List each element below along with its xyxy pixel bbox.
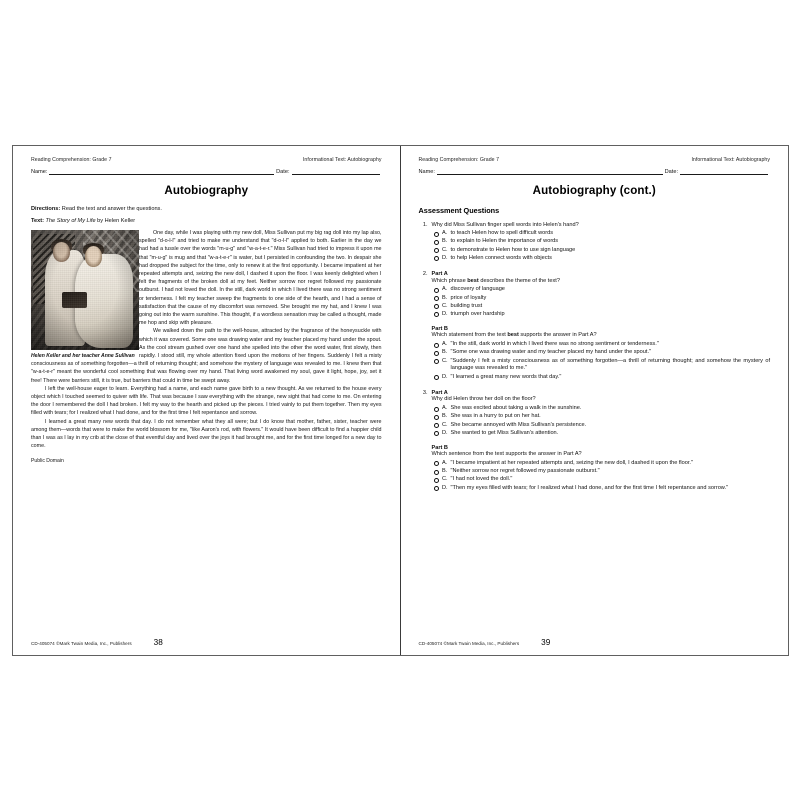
choice-letter: A.: [442, 286, 448, 293]
page-footer-right: [419, 638, 771, 647]
header-subject-label: Reading Comprehension: Grade 7: [31, 157, 112, 163]
passage-paragraph-4: I learned a great many new words that day. I do not remember what they all were; but I do know that mother, father, sister, teacher were among them—words that were to make the world blossom for me, "like Aaron's rod, with flowers." It would have been difficult to find a happier child than I was as I lay in my crib at the close of that eventful day and lived over the joys it had brought me, and for the first time longed for a new day to come.: [31, 418, 382, 450]
stem-emphasis: best: [507, 332, 519, 339]
public-domain-note: Public Domain: [31, 458, 64, 465]
question-number: 1.: [422, 221, 428, 228]
two-page-spread: [12, 145, 789, 656]
radio-bubble-icon[interactable]: [434, 423, 439, 428]
choice-letter: B.: [442, 349, 448, 356]
stem-pre: Which phrase: [431, 277, 468, 284]
choice-option[interactable]: [432, 468, 771, 476]
choice-text: "Suddenly I felt a misty consciousness as of something forgotten—a thrill of returning thought; and somehow the mystery of language was revealed to me.": [450, 357, 770, 372]
page-title-left: Autobiography: [164, 183, 249, 197]
choice-option[interactable]: [432, 405, 771, 413]
choice-text: triumph over hardship: [450, 310, 505, 317]
radio-bubble-icon[interactable]: [434, 359, 439, 364]
choice-option[interactable]: [432, 230, 771, 238]
radio-bubble-icon[interactable]: [434, 478, 439, 483]
stem-post: describes the theme of the text?: [478, 277, 560, 284]
choice-letter: D.: [442, 429, 448, 436]
choice-text: discovery of language: [450, 286, 505, 293]
choice-text: "I became impatient at her repeated attempts and, seizing the new doll, I dashed it upon the floor.": [450, 459, 693, 466]
part-a-stem: [432, 278, 771, 286]
part-b-label: Part B: [431, 325, 448, 332]
header-genre-label: Informational Text: Autobiography: [691, 157, 770, 163]
name-label: Name:: [31, 168, 48, 175]
choice-option[interactable]: [432, 238, 771, 246]
question-item-2: [419, 271, 771, 382]
choice-letter: D.: [442, 310, 448, 317]
choice-text: building trust: [450, 302, 483, 309]
radio-bubble-icon[interactable]: [434, 256, 439, 261]
choice-text: She became annoyed with Miss Sullivan's persistence.: [450, 421, 587, 428]
part-a-stem: Why did Helen throw her doll on the floor?: [431, 396, 536, 403]
choice-letter: C.: [442, 421, 448, 428]
date-label: Date:: [276, 168, 290, 175]
choice-text: She was excited about taking a walk in the sunshine.: [450, 405, 582, 412]
choice-text: "In the still, dark world in which I lived there was no strong sentiment or tenderness.": [450, 341, 659, 348]
choices-group-part-b: [432, 341, 771, 381]
directions-text: Read the text and answer the questions.: [60, 205, 162, 212]
radio-bubble-icon[interactable]: [434, 304, 439, 309]
choices-group: [432, 230, 771, 263]
passage-paragraph-1: One day, while I was playing with my new doll, Miss Sullivan put my big rag doll into my lap also, spelled "d-o-l-l" and tried to make me understand that "d-o-l-l" applied to both. Earlier in the day we had had a tussle over the words "m-u-g" and "w-a-t-e-r." Miss Sullivan had tried to impress it upon me that "m-u-g" is mug and that "w-a-t-e-r" is water, but I persisted in confounding the two. In despair she had dropped the subject for the time, only to renew it at the first opportunity. I became impatient at her repeated attempts and, seizing the new doll, I dashed it upon the floor. I was keenly delighted when I felt the fragments of the broken doll at my feet. Neither sorrow nor regret followed my passionate outburst. I had not loved the doll. In the still, dark world in which I lived there was no strong sentiment or tenderness. I felt my teacher sweep the fragments to one side of the hearth, and I had a sense of satisfaction that the cause of my discomfort was removed. She brought me my hat, and I knew I was going out into the warm sunshine. This thought, if a wordless sensation may be called a thought, made me hop and skip with pleasure.: [139, 230, 382, 327]
choices-group-part-a: [432, 405, 771, 438]
question-number: 2.: [422, 271, 428, 278]
question-item-3: [419, 390, 771, 493]
radio-bubble-icon[interactable]: [434, 431, 439, 436]
worksheet-page-right: [401, 146, 789, 655]
page-number: 39: [541, 638, 551, 647]
choice-letter: A.: [442, 405, 448, 412]
choice-letter: D.: [442, 484, 448, 491]
choice-option[interactable]: [432, 413, 771, 421]
choice-text: "Then my eyes filled with tears; for I realized what I had done, and for the first time I felt repentance and sorrow.": [450, 484, 729, 491]
choice-text: She wanted to get Miss Sullivan's attention.: [450, 429, 559, 436]
choice-option[interactable]: [432, 460, 771, 468]
choice-text: "I learned a great many new words that day.": [450, 373, 562, 380]
radio-bubble-icon[interactable]: [434, 407, 439, 412]
choice-text: "Neither sorrow nor regret followed my passionate outburst.": [450, 468, 600, 475]
choice-text: to demonstrate to Helen how to use sign language: [450, 246, 576, 253]
directions-line: [31, 206, 382, 212]
choice-letter: C.: [442, 302, 448, 309]
choice-text: to teach Helen how to spell difficult words: [450, 230, 554, 237]
choice-letter: B.: [442, 238, 448, 245]
choice-option[interactable]: [432, 311, 771, 319]
choice-option[interactable]: [432, 358, 771, 374]
header-genre-label: Informational Text: Autobiography: [302, 157, 382, 163]
radio-bubble-icon[interactable]: [434, 343, 439, 348]
choice-letter: B.: [442, 294, 448, 301]
radio-bubble-icon[interactable]: [434, 248, 439, 253]
choice-option[interactable]: [432, 255, 771, 263]
date-input-rule[interactable]: [292, 168, 380, 175]
header-subject-label: Reading Comprehension: Grade 7: [418, 157, 500, 163]
choice-letter: C.: [442, 246, 448, 253]
text-author: by Helen Keller: [95, 218, 136, 224]
helen-keller-photo: [31, 230, 139, 350]
choices-group-part-b: [432, 460, 771, 493]
radio-bubble-icon[interactable]: [434, 470, 439, 475]
name-date-line-right: [419, 168, 771, 175]
page-header-left: [31, 157, 382, 163]
choice-letter: D.: [442, 373, 448, 380]
choice-text: "Some one was drawing water and my teacher placed my hand under the spout.": [450, 349, 651, 356]
radio-bubble-icon[interactable]: [434, 351, 439, 356]
choice-letter: A.: [442, 230, 448, 237]
name-input-rule[interactable]: [49, 168, 274, 175]
choice-option[interactable]: [432, 303, 771, 311]
page-footer-left: [31, 638, 382, 647]
radio-bubble-icon[interactable]: [434, 461, 439, 466]
part-b-stem: [432, 332, 771, 340]
name-input-rule[interactable]: [437, 168, 663, 175]
name-date-line-left: [31, 168, 382, 175]
choice-option[interactable]: [432, 349, 771, 357]
part-b-label: Part B: [431, 444, 448, 451]
choice-option[interactable]: [432, 295, 771, 303]
radio-bubble-icon[interactable]: [434, 296, 439, 301]
question-number: 3.: [422, 389, 428, 396]
passage-paragraph-2: We walked down the path to the well-house, attracted by the fragrance of the honeysuckle with which it was covered. Some one was drawing water and my teacher placed my hand under the spout. As the cool stream gushed over one hand she spelled into the other the word water, first slowly, then rapidly. I stood still, my whole attention fixed upon the motions of her fingers. Suddenly I felt a misty consciousness as of something forgotten—a thrill of returning thought; and somehow the mystery of language was revealed to me. I knew then that "w-a-t-e-r" meant the wonderful cool something that was flowing over my hand. That living word awakened my soul, gave it light, hope, joy, set it free! There were barriers still, it is true, but barriers that could in time be swept away.: [31, 328, 382, 384]
part-b-stem: Which sentence from the text supports the answer in Part A?: [431, 451, 582, 458]
stem-pre: Which statement from the text: [431, 332, 508, 339]
choice-letter: A.: [442, 459, 448, 466]
text-label: Text:: [31, 218, 44, 224]
choice-option[interactable]: [432, 374, 771, 382]
choice-option[interactable]: [432, 422, 771, 430]
assessment-questions-heading: Assessment Questions: [418, 205, 500, 215]
question-stem: Why did Miss Sullivan finger spell words into Helen's hand?: [431, 221, 579, 228]
choice-letter: A.: [442, 341, 448, 348]
radio-bubble-icon[interactable]: [434, 288, 439, 293]
choice-text: price of loyalty: [450, 294, 487, 301]
choice-option[interactable]: [432, 341, 771, 349]
stem-post: supports the answer in Part A?: [518, 332, 597, 339]
radio-bubble-icon[interactable]: [434, 240, 439, 245]
choice-text: to help Helen connect words with objects: [450, 254, 552, 261]
radio-bubble-icon[interactable]: [434, 232, 439, 237]
passage-paragraph-3: I left the well-house eager to learn. Everything had a name, and each name gave birth to a new thought. As we returned to the house every object which I touched seemed to quiver with life. That was because I saw everything with the strange, new sight that had come to me. On entering the door I remembered the doll I had broken. I felt my way to the hearth and picked up the pieces. I tried vainly to put them together. Then my eyes filled with tears; for I realized what I had done, and for the first time I felt repentance and sorrow.: [31, 385, 382, 417]
part-a-label: Part A: [431, 389, 448, 396]
directions-label: Directions:: [31, 205, 61, 212]
page-title-right: Autobiography (cont.): [532, 183, 656, 197]
stem-emphasis: best: [467, 277, 479, 284]
question-item-1: [419, 222, 771, 264]
choice-text: to explain to Helen the importance of words: [450, 238, 559, 245]
choice-letter: C.: [442, 476, 448, 483]
date-input-rule[interactable]: [680, 168, 768, 175]
passage-figure: [31, 230, 139, 360]
choices-group-part-a: [432, 286, 771, 319]
figure-caption: Helen Keller and her teacher Anne Sullivan: [31, 352, 135, 359]
radio-bubble-icon[interactable]: [434, 415, 439, 420]
reading-passage: [31, 229, 382, 450]
text-title: The Story of My Life: [45, 218, 96, 224]
questions-list: [419, 222, 771, 493]
date-label: Date:: [664, 168, 678, 175]
choice-option[interactable]: [432, 430, 771, 438]
page-number: 38: [153, 638, 163, 647]
choice-letter: C.: [442, 357, 448, 364]
publisher-credit: CD-405074 ©Mark Twain Media, Inc., Publishers: [31, 641, 132, 646]
choice-option[interactable]: [432, 485, 771, 493]
choice-letter: D.: [442, 254, 448, 261]
name-label: Name:: [418, 168, 435, 175]
radio-bubble-icon[interactable]: [434, 312, 439, 317]
publisher-credit: CD-405074 ©Mark Twain Media, Inc., Publishers: [418, 641, 520, 646]
text-source-line: [31, 218, 382, 224]
worksheet-page-left: [13, 146, 401, 655]
choice-option[interactable]: [432, 286, 771, 294]
choice-option[interactable]: [432, 247, 771, 255]
page-header-right: [419, 157, 771, 163]
choice-letter: B.: [442, 413, 448, 420]
choice-text: She was in a hurry to put on her hat.: [450, 413, 541, 420]
radio-bubble-icon[interactable]: [434, 486, 439, 491]
choice-text: "I had not loved the doll.": [450, 476, 513, 483]
part-a-label: Part A: [431, 271, 448, 278]
choice-option[interactable]: [432, 476, 771, 484]
radio-bubble-icon[interactable]: [434, 375, 439, 380]
choice-letter: B.: [442, 468, 448, 475]
